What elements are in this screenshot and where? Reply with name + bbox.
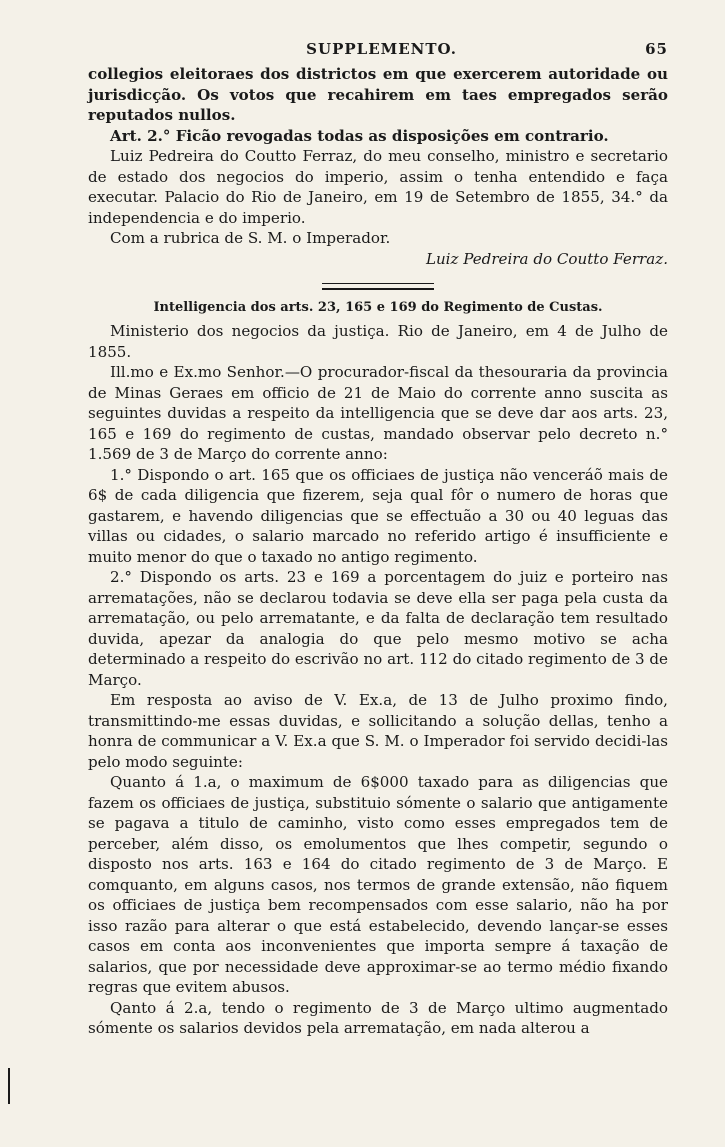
section-divider — [322, 283, 434, 290]
section-paragraph: Ill.mo e Ex.mo Senhor.—O procurador-fiscal da thesouraria da provincia de Minas Geraes em officio de 21 de Maio do corrente anno suscita as seguintes duvidas a respeito da intelligencia que se deve dar aos arts. 23, 165 e 169 do regimento de custas, mandado observar pelo decreto n.° 1.569 de 3 de Março do corrente anno: — [88, 363, 668, 463]
signature: Luiz Pedreira do Coutto Ferraz. — [425, 249, 668, 268]
section-paragraph: Qanto á 2.a, tendo o regimento de 3 de Março ultimo augmentado sómente os salarios devidos pela arrematação, em nada alterou a — [88, 998, 668, 1037]
section-paragraph: 1.° Dispondo o art. 165 que os officiaes de justiça não venceráõ mais de 6$ de cada diligencia que fizerem, seja qual fôr o numero de horas que gastarem, e havendo diligencias que se effectuão a 30 ou 40 leguas das villas ou cidades, o salario marcado no referido artigo é insufficiente e muito menor do que o taxado no antigo regimento. — [88, 465, 668, 566]
section-paragraph: Quanto á 1.a, o maximum de 6$000 taxado para as diligencias que fazem os officiaes de justiça, substituio sómente o salario que antigamente se pagava a titulo de caminho, visto como esses empregados tem de perceber, além disso, os emolumentos que lhes competir, segundo o disposto nos arts. 163 e 164 do citado regimento de 3 de Março. E comquanto, em alguns casos, nos termos de grande extensão, não fiquem os officiaes de justiça bem recompensados com esse salario, não ha por isso razão para alterar o que está estabelecido, devendo lançar-se esses casos em conta aos inconvenientes que importa sempre á taxação de salarios, que por necessidade deve approximar-se ao termo médio fixando regras que evitem abusos. — [88, 773, 668, 996]
margin-mark — [8, 1068, 10, 1104]
decree-article: Art. 2.° Ficão revogadas todas as disposições em contrario. — [110, 126, 609, 145]
section-paragraph: Ministerio dos negocios da justiça. Rio de Janeiro, em 4 de Julho de 1855. — [88, 322, 668, 361]
section-paragraph: Em resposta ao aviso de V. Ex.a, de 13 de Julho proximo findo, transmittindo-me essas duvidas, e sollicitando a solução dellas, tenho a honra de communicar a V. Ex.a que S. M. o Imperador foi servido decidi-las pelo modo seguinte: — [88, 691, 668, 771]
decree-paragraph: Luiz Pedreira do Coutto Ferraz, do meu conselho, ministro e secretario de estado dos negocios do imperio, assim o tenha entendido e faça executar. Palacio do Rio de Janeiro, em 19 de Setembro de 1855, 34.° da independencia e do imperio. — [88, 147, 668, 227]
running-head — [88, 40, 668, 58]
page-number: 65 — [645, 40, 668, 58]
decree-paragraph: collegios eleitoraes dos districtos em que exercerem autoridade ou jurisdicção. Os votos que recahirem em taes empregados serão reputados nullos. — [88, 65, 668, 124]
section-paragraph: 2.° Dispondo os arts. 23 e 169 a porcentagem do juiz e porteiro nas arrematações, não se declarou todavia se deve ella ser paga pela custa da arrematação, ou pelo arrematante, e da falta de declaração tem resultado duvida, apezar da analogia do que pelo mesmo motivo se acha determinado a respeito do escrivão no art. 112 do citado regimento de 3 de Março. — [88, 568, 668, 689]
section-heading: Intelligencia dos arts. 23, 165 e 169 do Regimento de Custas. — [153, 300, 603, 315]
document-page — [88, 40, 668, 1039]
decree-rubric: Com a rubrica de S. M. o Imperador. — [110, 229, 391, 247]
running-title: SUPPLEMENTO. — [306, 40, 457, 58]
